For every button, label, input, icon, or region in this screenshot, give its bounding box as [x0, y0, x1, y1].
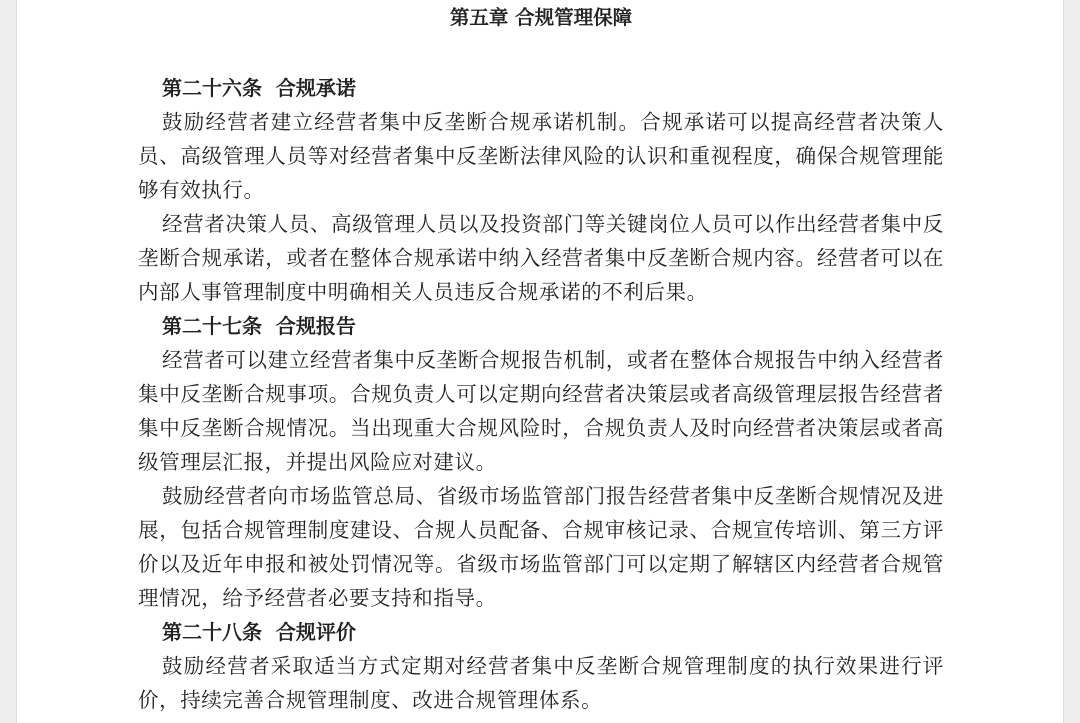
article-26: [138, 71, 944, 309]
article-28: [138, 615, 944, 717]
article-27: [138, 309, 944, 615]
article-paragraph: 鼓励经营者建立经营者集中反垄断合规承诺机制。合规承诺可以提高经营者决策人员、高级管理人员等对经营者集中反垄断法律风险的认识和重视程度，确保合规管理能够有效执行。: [138, 110, 944, 202]
article-heading: 第二十八条 合规评价: [162, 620, 356, 644]
article-paragraph: 鼓励经营者向市场监管总局、省级市场监管部门报告经营者集中反垄断合规情况及进展，包括合规管理制度建设、合规人员配备、合规审核记录、合规宣传培训、第三方评价以及近年申报和被处罚情况等。省级市场监管部门可以定期了解辖区内经营者合规管理情况，给予经营者必要支持和指导。: [138, 484, 944, 610]
article-heading: 第二十七条 合规报告: [162, 314, 356, 338]
article-heading: 第二十六条 合规承诺: [162, 76, 356, 100]
chapter-title: 第五章 合规管理保障: [449, 6, 633, 29]
article-paragraph: 经营者可以建立经营者集中反垄断合规报告机制，或者在整体合规报告中纳入经营者集中反垄断合规事项。合规负责人可以定期向经营者决策层或者高级管理层报告经营者集中反垄断合规情况。当出现重大合规风险时，合规负责人及时向经营者决策层或者高级管理层汇报，并提出风险应对建议。: [138, 348, 944, 474]
article-paragraph: 经营者决策人员、高级管理人员以及投资部门等关键岗位人员可以作出经营者集中反垄断合规承诺，或者在整体合规承诺中纳入经营者集中反垄断合规内容。经营者可以在内部人事管理制度中明确相关人员违反合规承诺的不利后果。: [138, 212, 944, 304]
article-paragraph: 鼓励经营者采取适当方式定期对经营者集中反垄断合规管理制度的执行效果进行评价，持续完善合规管理制度、改进合规管理体系。: [138, 654, 944, 712]
document-body: [138, 0, 944, 717]
document-page: [16, 0, 1064, 723]
